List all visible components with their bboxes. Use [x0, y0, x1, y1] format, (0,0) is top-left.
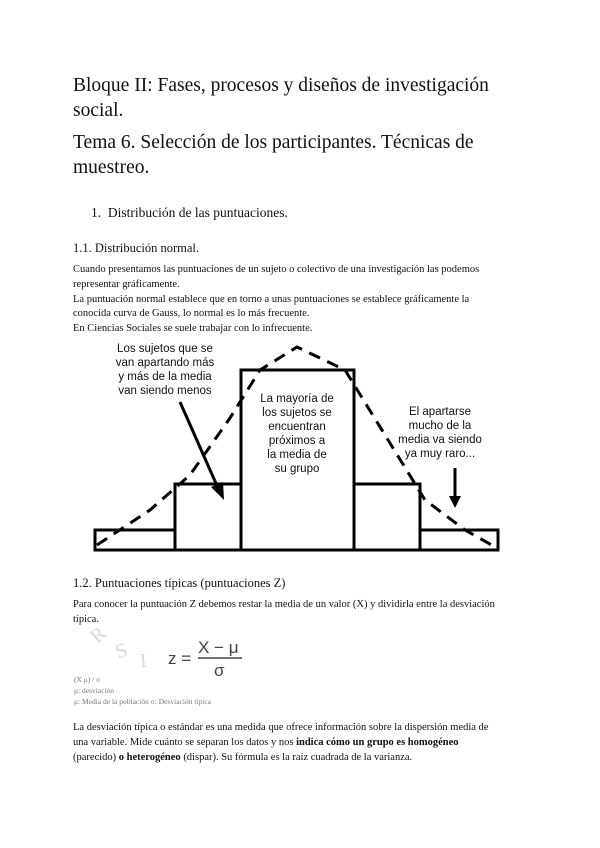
right-note-line-4: ya muy raro... [404, 448, 476, 460]
formula-denominator: σ [214, 661, 225, 680]
watermark-letter: R [86, 622, 111, 648]
bar-right [354, 484, 420, 550]
p2-line-2: conocida curva de Gauss, lo normal es lo más frecuente. [73, 308, 310, 320]
left-note-line-2: van apartando más [115, 357, 215, 369]
left-annotation [116, 343, 215, 397]
bar-left [175, 484, 241, 550]
paragraph-normal-distribution [73, 263, 538, 337]
left-arrow [180, 402, 218, 488]
right-note-line-3: media va siendo [398, 434, 482, 446]
sd-line-2: una variable. Mide cuánto se separan los datos y nos [73, 736, 297, 748]
right-annotation [398, 406, 482, 460]
caption-line-2: μ: desviación [74, 686, 115, 695]
paragraph-z-scores [73, 598, 538, 628]
right-note-line-2: mucho de la [408, 420, 472, 432]
section-heading [91, 205, 288, 221]
title-line-1: Bloque II: Fases, procesos y diseños de investigación [73, 75, 489, 96]
left-note-line-4: van siendo menos [118, 385, 212, 397]
right-arrow-head [449, 496, 461, 508]
gauss-histogram-figure [85, 340, 515, 560]
p1-line-1: Cuando presentamos las puntuaciones de un sujeto o colectivo de una investigación las podemos [73, 264, 480, 275]
section-number: 1. [91, 205, 102, 220]
z-line-2: típica. [73, 613, 99, 625]
p2-line-1: La puntuación normal establece que en torno a unas puntuaciones se establece gráficamente la [73, 293, 470, 305]
document-title [73, 73, 489, 123]
p3-line: En Ciencias Sociales se suele trabajar con lo infrecuente. [73, 323, 313, 335]
center-note-line-5: la media de [267, 449, 327, 461]
caption-line-1: (X μ) / σ [74, 675, 101, 684]
z-line-1: Para conocer la puntuación Z debemos restar la media de un valor (X) y dividirla entre la desviación [73, 599, 495, 610]
paragraph-standard-deviation [73, 721, 538, 765]
center-note-line-4: próximos a [268, 435, 326, 447]
subsection-1-2-heading: 1.2. Puntuaciones típicas (puntuaciones Z) [73, 576, 286, 590]
p1-line-2: representar gráficamente. [73, 278, 180, 290]
left-note-line-3: y más de la media [118, 371, 212, 383]
topic-line-2: muestreo. [73, 157, 150, 178]
watermark-letter: S [112, 638, 131, 664]
center-note-line-6: su grupo [274, 463, 320, 475]
sd-line-3-end: (dispar). Su fórmula es la raíz cuadrada de la varianza. [180, 751, 413, 763]
formula-numerator: X − μ [198, 638, 239, 657]
center-note-line-1: La mayoría de [260, 393, 334, 405]
bar-far-right [420, 530, 498, 550]
center-annotation [260, 393, 334, 475]
center-note-line-2: los sujetos se [262, 407, 332, 419]
section-title: Distribución de las puntuaciones. [107, 205, 288, 220]
title-line-2: social. [73, 100, 124, 121]
topic-line-1: Tema 6. Selección de los participantes. Técnicas de [73, 132, 474, 153]
watermark-letter: I [139, 649, 148, 673]
topic-title [73, 130, 474, 180]
subsection-1-1-heading: 1.1. Distribución normal. [73, 241, 200, 255]
right-note-line-1: El apartarse [408, 406, 472, 418]
formula-lhs: z = [168, 649, 192, 668]
left-note-line-1: Los sujetos que se [117, 343, 213, 355]
center-note-line-3: encuentran [268, 421, 326, 433]
caption-line-3: μ: Media de la población σ: Desviación típica [74, 697, 211, 706]
sd-line-1: La desviación típica o estándar es una medida que ofrece información sobre la dispersión media de [73, 722, 489, 733]
formula-caption [74, 674, 211, 707]
sd-line-3: (parecido) [73, 751, 119, 763]
sd-bold-homogeneous: indica cómo un grupo es homogéneo [296, 736, 459, 748]
z-formula-image [70, 628, 260, 710]
sd-bold-heterogeneous: o heterogéneo [118, 751, 181, 763]
